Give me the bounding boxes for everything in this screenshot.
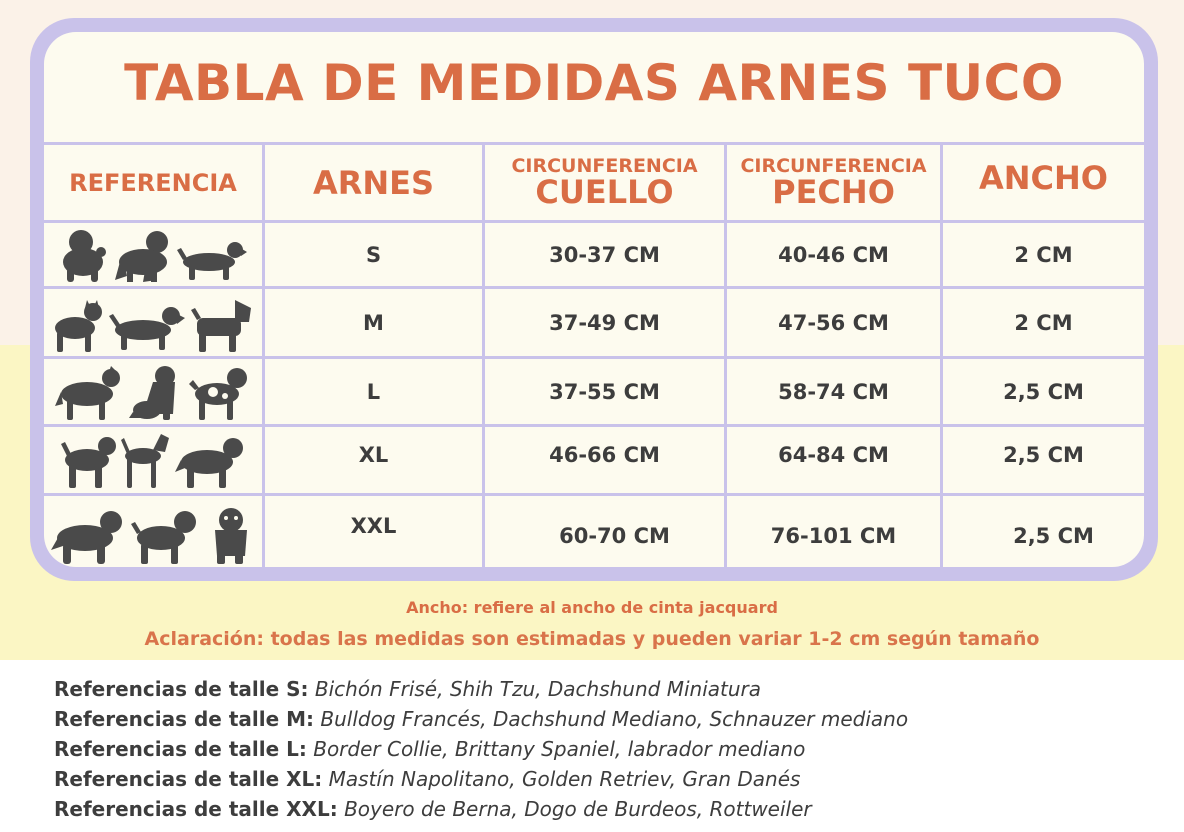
reference-breeds: Mastín Napolitano, Golden Retriev, Gran Danés <box>328 767 801 791</box>
reference-line-s <box>54 674 1154 704</box>
reference-label: Referencias de talle L: <box>54 737 307 761</box>
golden-retriever-icon <box>175 432 245 488</box>
row-xxl-ancho: 2,5 CM <box>1013 524 1094 548</box>
row-xxl-pecho: 76-101 CM <box>770 524 897 548</box>
row-l-dog-icons <box>44 362 262 420</box>
row-xxl-cuello: 60-70 CM <box>559 524 670 548</box>
aclaracion-note: Aclaración: todas las medidas son estimadas y pueden variar 1-2 cm según tamaño <box>144 628 1040 650</box>
header-pecho-line1: CIRCUNFERENCIA <box>740 155 927 177</box>
row-s-ancho: 2 CM <box>1014 242 1073 267</box>
shih-tzu-icon <box>113 228 173 282</box>
reference-line-xxl <box>54 794 1154 824</box>
rottweiler-icon <box>205 506 255 564</box>
dogue-de-bordeaux-icon <box>131 506 201 564</box>
header-pecho-line2: PECHO <box>772 173 895 211</box>
reference-label: Referencias de talle S: <box>54 677 309 701</box>
french-bulldog-icon <box>51 296 105 352</box>
row-l-ancho: 2,5 CM <box>1003 379 1084 404</box>
row-s-cuello: 30-37 CM <box>549 242 660 267</box>
bichon-frise-icon <box>59 228 109 282</box>
bernese-icon <box>51 506 127 564</box>
row-s-pecho: 40-46 CM <box>778 242 889 267</box>
row-xxl-dog-icons <box>44 504 262 564</box>
schnauzer-icon <box>189 296 255 352</box>
reference-line-m <box>54 704 1154 734</box>
reference-breeds: Border Collie, Brittany Spaniel, labrador mediano <box>313 737 806 761</box>
row-xxl-size: XXL <box>350 514 397 538</box>
labrador-icon <box>189 362 251 420</box>
row-xl-size: XL <box>358 443 389 467</box>
size-table <box>44 32 1144 567</box>
row-m-pecho: 47-56 CM <box>778 310 889 335</box>
mastiff-icon <box>61 432 117 488</box>
header-circunferencia-cuello <box>485 145 724 220</box>
dachshund-icon <box>109 296 185 352</box>
reference-label: Referencias de talle M: <box>54 707 315 731</box>
row-xl-ancho: 2,5 CM <box>1003 443 1084 467</box>
reference-label: Referencias de talle XL: <box>54 767 323 791</box>
row-l-pecho: 58-74 CM <box>778 379 889 404</box>
row-l-size: L <box>366 379 381 404</box>
row-m-cuello: 37-49 CM <box>549 310 660 335</box>
header-arnes: ARNES <box>312 163 435 202</box>
row-xl-pecho: 64-84 CM <box>778 443 889 467</box>
reference-breeds: Bulldog Francés, Dachshund Mediano, Schnauzer mediano <box>320 707 909 731</box>
row-s-size: S <box>365 242 382 267</box>
great-dane-icon <box>121 432 171 488</box>
row-m-dog-icons <box>44 294 262 352</box>
size-references <box>54 674 1154 824</box>
page-title: TABLA DE MEDIDAS ARNES TUCO <box>124 54 1064 112</box>
row-m-ancho: 2 CM <box>1014 310 1073 335</box>
reference-line-l <box>54 734 1154 764</box>
header-cuello-line2: CUELLO <box>535 173 674 211</box>
brittany-spaniel-icon <box>129 362 185 420</box>
border-collie-icon <box>55 362 125 420</box>
row-xl-dog-icons <box>44 430 262 488</box>
reference-breeds: Boyero de Berna, Dogo de Burdeos, Rottweiler <box>344 797 812 821</box>
dachshund-mini-icon <box>177 228 247 282</box>
row-xl-cuello: 46-66 CM <box>549 443 660 467</box>
reference-breeds: Bichón Frisé, Shih Tzu, Dachshund Miniatura <box>314 677 762 701</box>
row-l-cuello: 37-55 CM <box>549 379 660 404</box>
reference-label: Referencias de talle XXL: <box>54 797 338 821</box>
reference-line-xl <box>54 764 1154 794</box>
row-m-size: M <box>363 310 384 335</box>
header-cuello-line1: CIRCUNFERENCIA <box>511 155 698 177</box>
header-referencia: REFERENCIA <box>69 168 237 197</box>
row-s-dog-icons <box>44 226 262 282</box>
header-circunferencia-pecho <box>727 145 940 220</box>
header-ancho: ANCHO <box>978 158 1108 197</box>
ancho-note: Ancho: refiere al ancho de cinta jacquard <box>406 598 778 617</box>
size-table-card <box>30 18 1158 581</box>
